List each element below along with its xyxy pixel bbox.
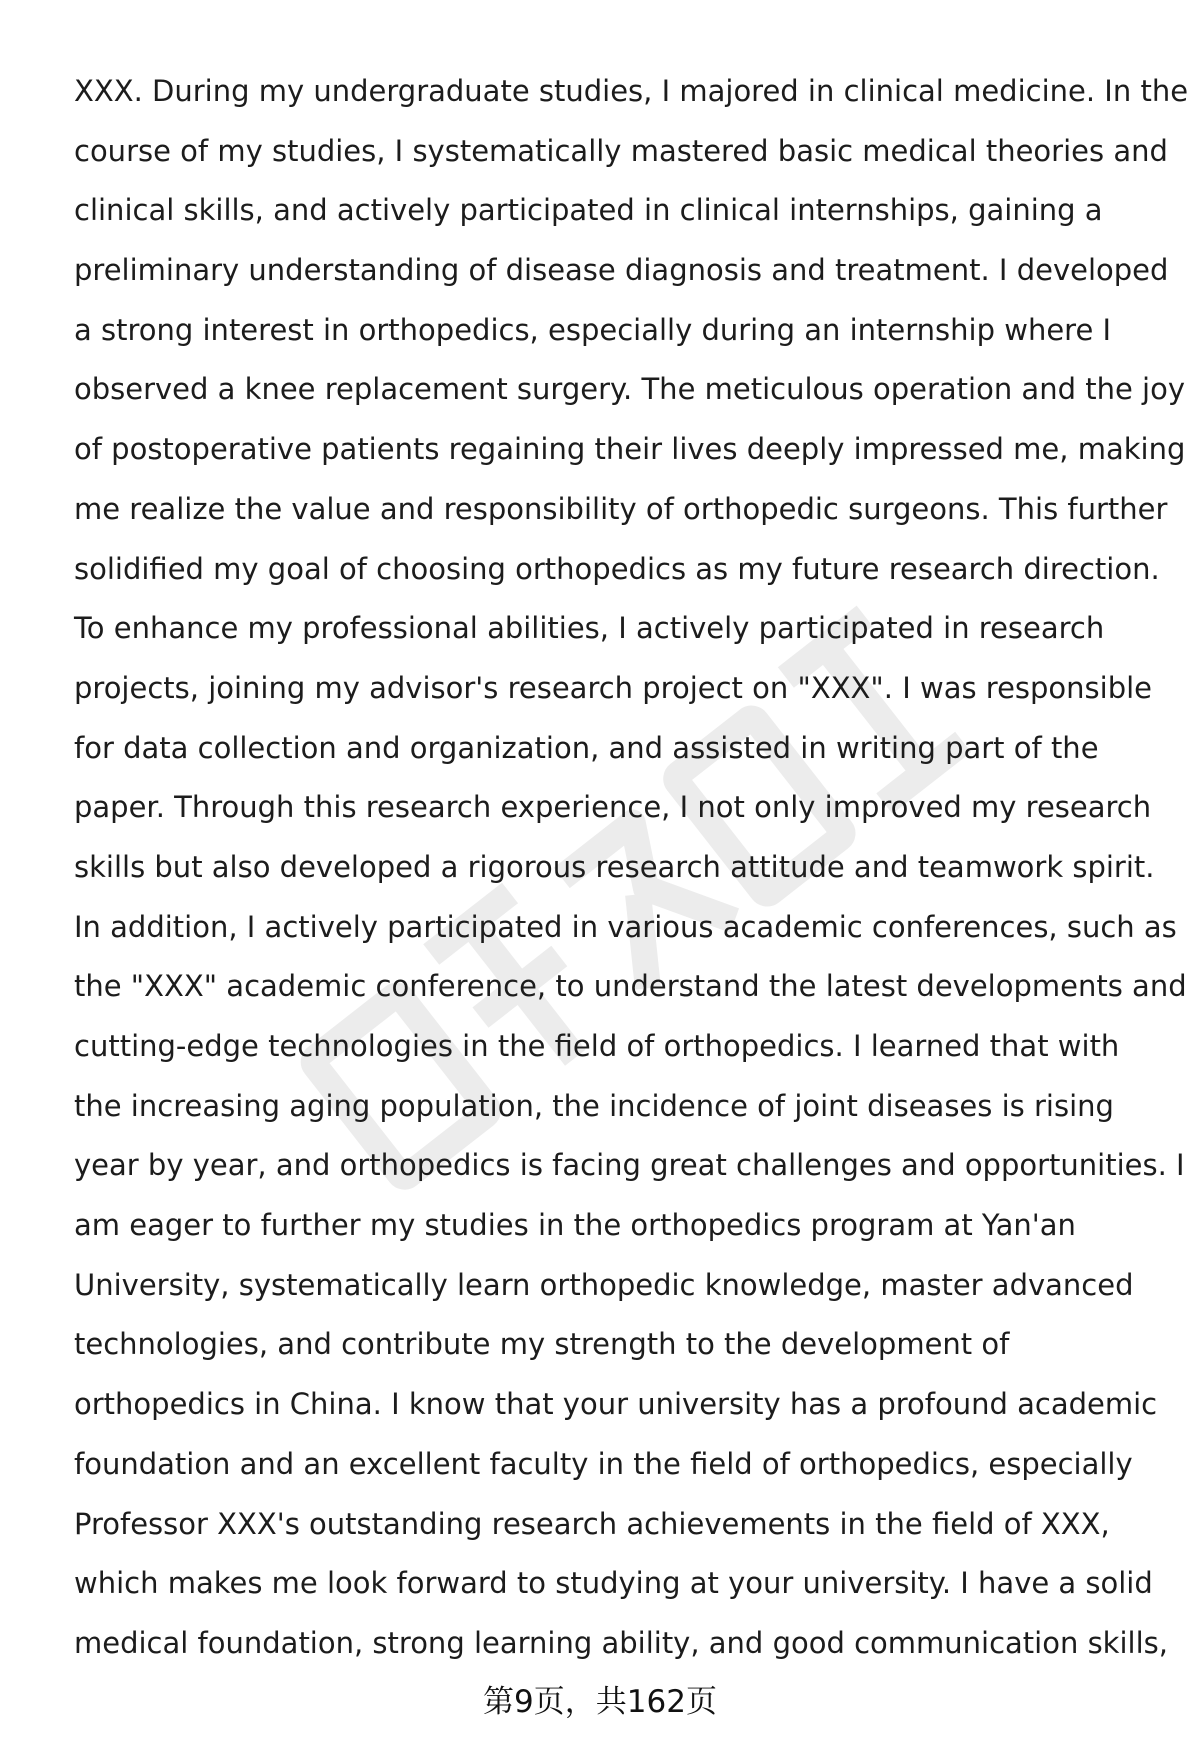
text-line: paper. Through this research experience, I not only improved my research [74, 790, 1152, 825]
text-line: year by year, and orthopedics is facing great challenges and opportunities. I [74, 1148, 1185, 1183]
text-line: clinical skills, and actively participated in clinical internships, gaining a [74, 193, 1103, 228]
text-line: of postoperative patients regaining their lives deeply impressed me, making [74, 432, 1186, 467]
text-line: course of my studies, I systematically mastered basic medical theories and [74, 133, 1168, 168]
text-line: technologies, and contribute my strength to the development of [74, 1327, 1010, 1362]
text-line: me realize the value and responsibility of orthopedic surgeons. This further [74, 491, 1168, 526]
text-line: for data collection and organization, and assisted in writing part of the [74, 730, 1099, 765]
text-line: solidified my goal of choosing orthopedics as my future research direction. [74, 551, 1160, 586]
text-line: cutting-edge technologies in the field of orthopedics. I learned that with [74, 1029, 1120, 1063]
text-line: orthopedics in China. I know that your university has a profound academic [74, 1387, 1158, 1422]
text-line: Professor XXX's outstanding research achievements in the field of XXX, [74, 1506, 1110, 1541]
page-footer: 第9页，共162页 [483, 1684, 717, 1720]
text-line: To enhance my professional abilities, I actively participated in research [74, 611, 1105, 646]
text-line: am eager to further my studies in the orthopedics program at Yan'an [74, 1208, 1076, 1243]
body-text [74, 62, 1189, 1674]
text-line: the "XXX" academic conference, to understand the latest developments and [74, 969, 1187, 1004]
text-line: the increasing aging population, the incidence of joint diseases is rising [74, 1088, 1114, 1123]
text-line: skills but also developed a rigorous research attitude and teamwork spirit. [74, 849, 1155, 884]
text-line: XXX. During my undergraduate studies, I majored in clinical medicine. In the [74, 74, 1189, 108]
text-line: projects, joining my advisor's research project on "XXX". I was responsible [74, 670, 1153, 705]
text-line: foundation and an excellent faculty in the field of orthopedics, especially [74, 1446, 1133, 1481]
text-line: In addition, I actively participated in various academic conferences, such as [74, 909, 1177, 944]
text-line: preliminary understanding of disease diagnosis and treatment. I developed [74, 253, 1169, 288]
text-line: which makes me look forward to studying at your university. I have a solid [74, 1566, 1153, 1601]
text-line: medical foundation, strong learning ability, and good communication skills, [74, 1625, 1168, 1660]
text-line: University, systematically learn orthopedic knowledge, master advanced [74, 1267, 1134, 1302]
text-line: a strong interest in orthopedics, especially during an internship where I [74, 312, 1112, 347]
text-line: observed a knee replacement surgery. The meticulous operation and the joy [74, 372, 1185, 407]
